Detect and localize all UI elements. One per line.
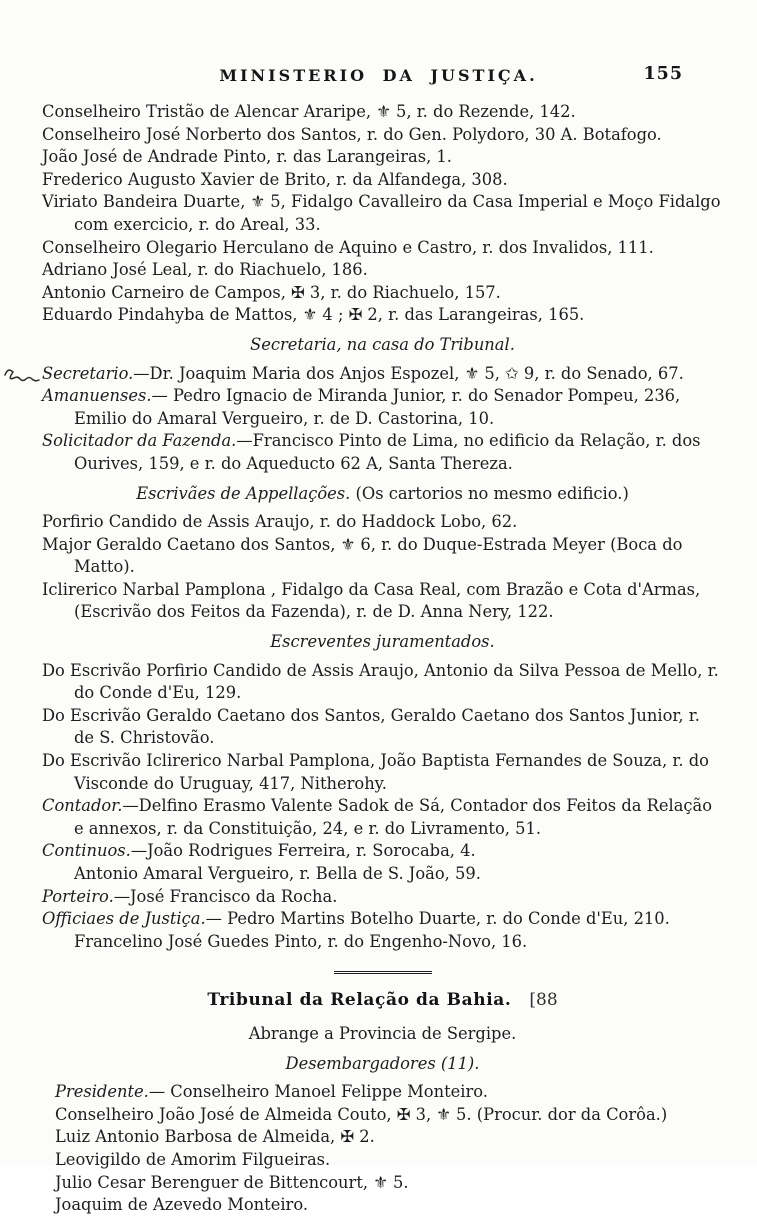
centered-line: Abrange a Provincia de Sergipe. [248,1023,517,1043]
section-heading-italic: Secretaria, na casa do Tribunal. [250,334,515,354]
directory-entry [42,750,723,795]
directory-entry [42,101,723,124]
page-number: 155 [643,64,683,84]
entry-text: Major Geraldo Caetano dos Santos, ⚜ 6, r. do Duque-Estrada Meyer (Boca do Matto). [42,534,683,577]
directory-entry [42,863,723,886]
entry-role-label: Amanuenses. [42,386,152,406]
section-heading-italic: Desembargadores (11). [285,1053,480,1073]
entry-text: João José de Andrade Pinto, r. das Larangeiras, 1. [42,147,452,167]
section-heading [42,1053,723,1076]
entry-text: — Pedro Martins Botelho Duarte, r. do Conde d'Eu, 210. [205,909,670,929]
directory-entry [42,385,723,408]
directory-entry [42,408,723,431]
directory-entry [42,282,723,305]
section-heading [42,483,723,506]
entry-text: Antonio Amaral Vergueiro, r. Bella de S. João, 59. [74,864,481,883]
directory-entry [55,1104,723,1127]
directory-entry [55,1172,723,1195]
directory-entry [55,1081,723,1104]
directory-entry [42,886,723,909]
section-heading-italic: Escrivães de Appellações. [136,483,351,503]
entry-text: Frederico Augusto Xavier de Brito, r. da Alfandega, 308. [42,169,508,189]
entry-text: Francelino José Guedes Pinto, r. do Engenho-Novo, 16. [74,931,528,951]
running-title: MINISTERIO DA JUSTIÇA. [219,66,538,85]
directory-entry [55,1126,723,1149]
handwritten-annotation: [88 [529,990,558,1011]
entry-text: Conselheiro João José de Almeida Couto, ✠ 3, ⚜ 5. (Procur. dor da Corôa.) [55,1104,668,1124]
directory-entry [42,908,723,931]
directory-entry [42,511,723,534]
directory-entry [42,304,723,327]
tribunal-heading-text: Tribunal da Relação da Bahia. [207,990,512,1011]
entry-role-label: Continuos. [42,841,131,861]
entry-text: Porfirio Candido de Assis Araujo, r. do Haddock Lobo, 62. [42,512,518,532]
entry-text: —João Rodrigues Ferreira, r. Sorocaba, 4. [130,841,476,861]
section-heading-italic: Escreventes juramentados. [270,632,495,652]
directory-entry [42,430,723,475]
section-divider [334,971,432,974]
entry-text: Conselheiro Olegario Herculano de Aquino e Castro, r. dos Invalidos, 111. [42,237,654,257]
entry-role-label: Porteiro. [42,886,114,906]
directory-entry [42,237,723,260]
entry-text: Adriano José Leal, r. do Riachuelo, 186. [42,260,368,280]
entry-text: —Francisco Pinto de Lima, no edificio da Relação, r. dos Ourives, 159, e r. do Aqueducto 62 A, Santa Thereza. [74,431,701,473]
directory-entry [55,1194,723,1217]
entry-text: Luiz Antonio Barbosa de Almeida, ✠ 2. [55,1127,375,1147]
entry-text: Julio Cesar Berenguer de Bittencourt, ⚜ 5. [55,1172,409,1192]
entry-text: Iclirerico Narbal Pamplona , Fidalgo da Casa Real, com Brazão e Cota d'Armas, (Escrivão dos Feitos da Fazenda), r. de D. Anna Nery, 122. [42,579,701,622]
entry-text: Conselheiro Tristão de Alencar Araripe, ⚜ 5, r. do Rezende, 142. [42,102,576,121]
entry-text: —Dr. Joaquim Maria dos Anjos Espozel, ⚜ 5, ✩ 9, r. do Senado, 67. [133,363,684,383]
entry-role-label: Presidente. [55,1082,149,1102]
entry-text: —Delfino Erasmo Valente Sadok de Sá, Contador dos Feitos da Relação e annexos, r. da Constituição, 24, e r. do Livramento, 51. [74,796,713,838]
section-heading [42,631,723,654]
section-heading-note: (Os cartorios no mesmo edificio.) [350,483,629,503]
directory-entry [42,660,723,705]
entry-text: Do Escrivão Porfirio Candido de Assis Araujo, Antonio da Silva Pessoa de Mello, r. do Conde d'Eu, 129. [42,660,719,703]
directory-entry [42,146,723,169]
entry-text: Do Escrivão Iclirerico Narbal Pamplona, João Baptista Fernandes de Souza, r. do Visconde do Uruguay, 417, Nitherohy. [42,751,709,793]
entry-text: Joaquim de Azevedo Monteiro. [55,1195,309,1215]
entry-text: Viriato Bandeira Duarte, ⚜ 5, Fidalgo Cavalleiro da Casa Imperial e Moço Fidalgo com exercicio, r. do Areal, 33. [42,192,721,234]
section-heading [42,334,723,357]
entry-text: Do Escrivão Geraldo Caetano dos Santos, Geraldo Caetano dos Santos Junior, r. de S. Christovão. [42,705,700,748]
directory-entry [42,124,723,147]
directory-entry [42,931,723,954]
directory-entry [42,840,723,863]
directory-entry [42,363,723,386]
entry-role-label: Contador. [42,796,123,816]
entry-text: Eduardo Pindahyba de Mattos, ⚜ 4 ; ✠ 2, r. das Larangeiras, 165. [42,305,585,325]
entry-text: Antonio Carneiro de Campos, ✠ 3, r. do Riachuelo, 157. [42,282,501,302]
directory-entry [42,534,723,579]
entry-text: Emilio do Amaral Vergueiro, r. de D. Castorina, 10. [74,408,495,428]
directory-entry [42,259,723,282]
directory-entry [55,1149,723,1172]
directory-entry [42,169,723,192]
directory-entry [42,705,723,750]
tribunal-heading [42,989,723,1012]
page-header [0,0,757,88]
entry-text: — Pedro Ignacio de Miranda Junior, r. do Senador Pompeu, 236, [151,386,681,406]
entry-role-label: Secretario. [42,363,134,383]
entry-text: —José Francisco da Rocha. [113,886,338,906]
entry-text: Conselheiro José Norberto dos Santos, r. do Gen. Polydoro, 30 A. Botafogo. [42,124,662,144]
handwritten-margin-mark-icon [1,366,40,382]
entry-text: — Conselheiro Manoel Felippe Monteiro. [148,1082,488,1102]
directory-entry [42,795,723,840]
directory-entry [42,579,723,624]
entry-role-label: Officiaes de Justiça. [42,909,206,929]
entry-text: Leovigildo de Amorim Filgueiras. [55,1149,331,1169]
page-body [42,101,723,1217]
directory-entry [42,191,723,236]
entry-role-label: Solicitador da Fazenda. [42,431,237,451]
